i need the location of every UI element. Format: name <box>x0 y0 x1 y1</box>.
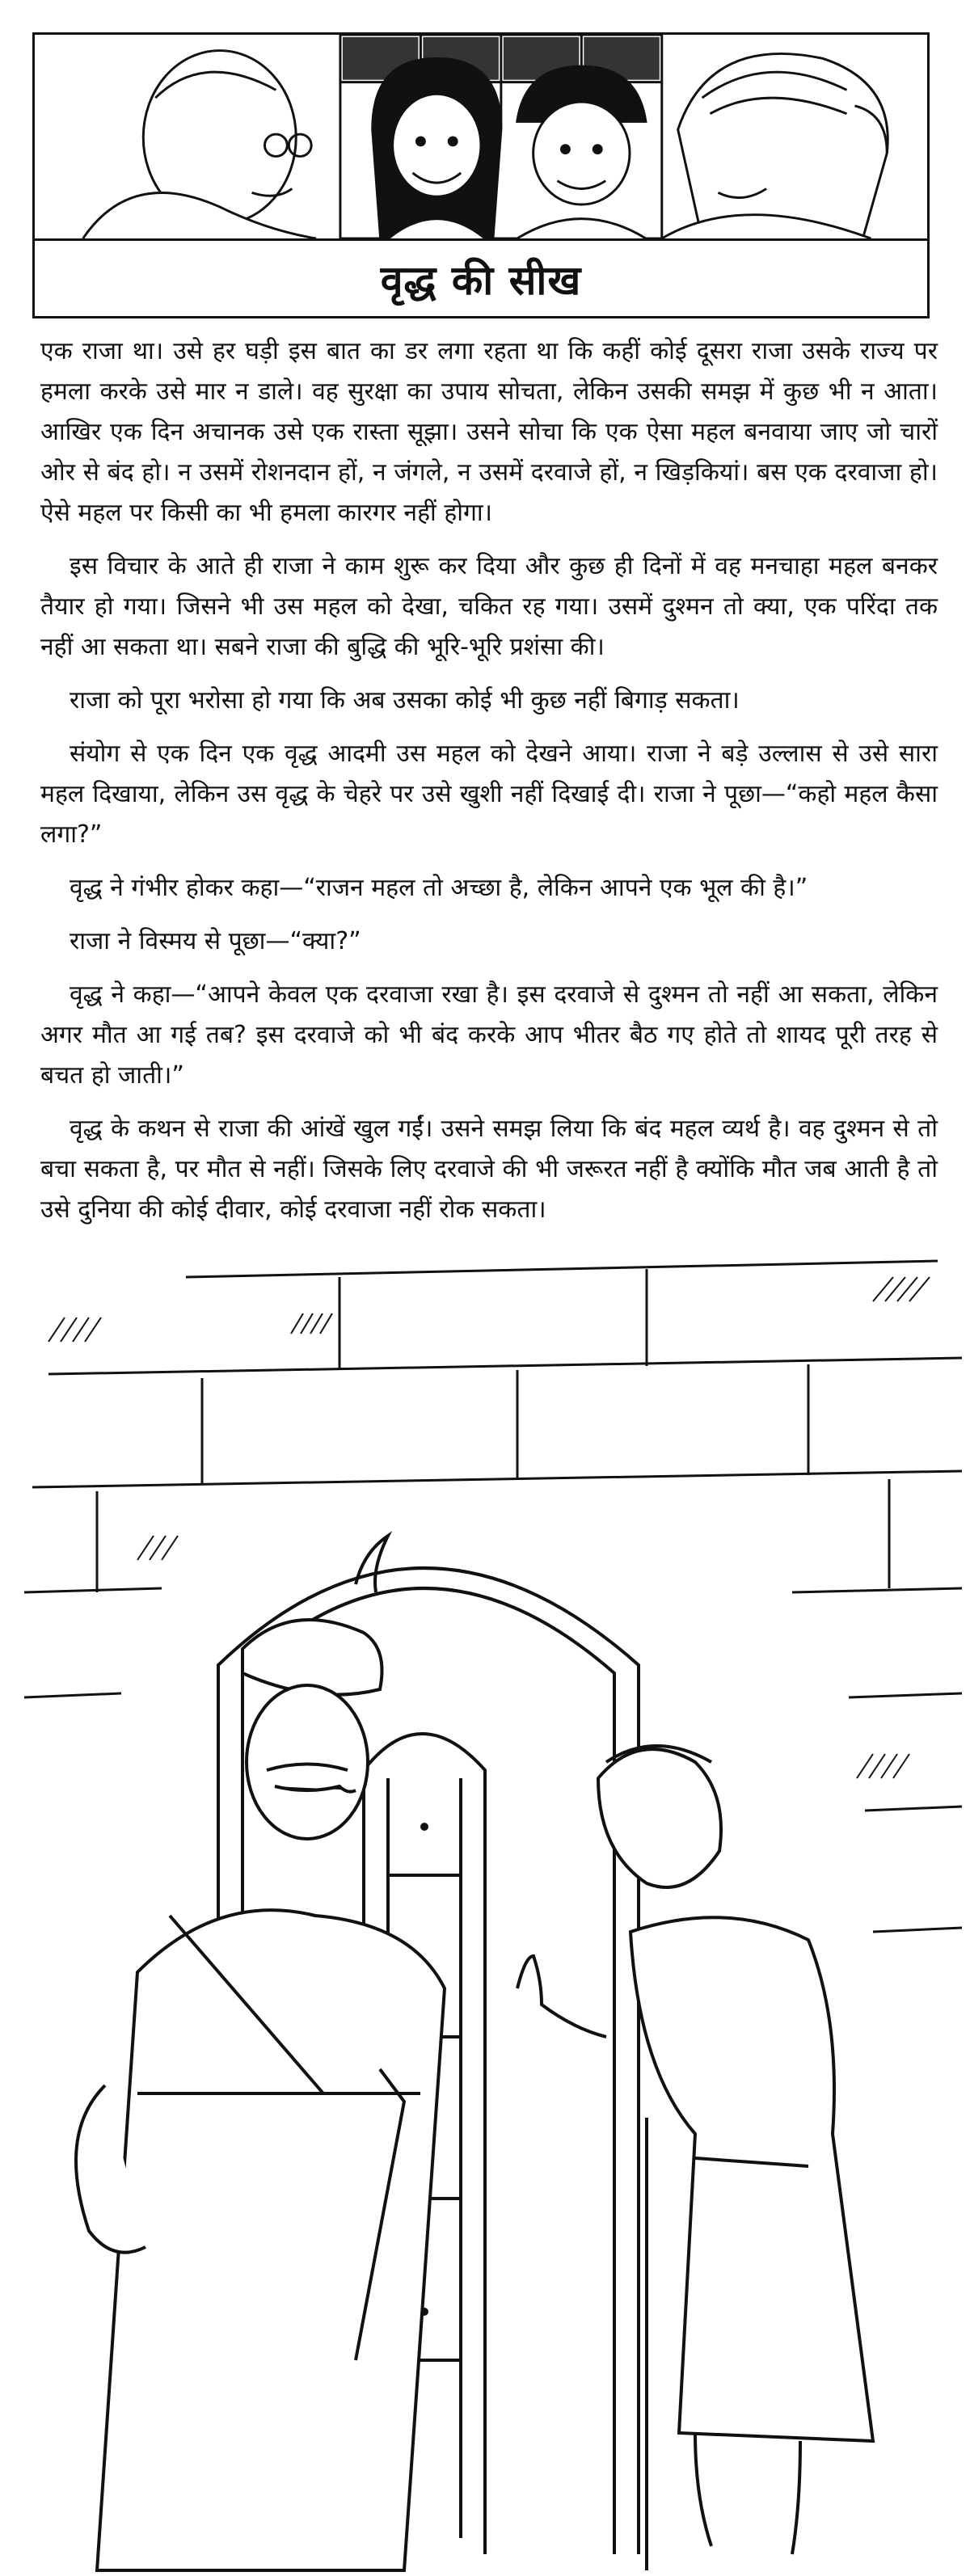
story-paragraph: वृद्ध ने गंभीर होकर कहा—“राजन महल तो अच्छा है, लेकिन आपने एक भूल की है।” <box>70 874 808 902</box>
story-paragraph: राजा ने विस्मय से पूछा—“क्या?” <box>70 927 361 955</box>
story-title: वृद्ध की सीख <box>380 256 582 304</box>
story-paragraph: इस विचार के आते ही राजा ने काम शुरू कर दिया और कुछ ही दिनों में वह मनचाहा महल बनकर तैयार हो गया। जिसने भी उस महल को देखा, चकित रह गया। उसमें दुश्मन तो क्या, एक परिंदा तक नहीं आ सकता था। सबने राजा की बुद्धि की भूरि-भूरि प्रशंसा की। <box>40 552 938 661</box>
story-body <box>40 331 938 1243</box>
story-paragraph: वृद्ध ने कहा—“आपने केवल एक दरवाजा रखा है। इस दरवाजे से दुश्मन तो नहीं आ सकता, लेकिन अगर मौत आ गई तब? इस दरवाजे को भी बंद करके आप भीतर बैठ गए होते तो शायद पूरी तरह से बचत हो जाती।” <box>40 980 938 1090</box>
story-paragraph: वृद्ध के कथन से राजा की आंखें खुल गईं। उसने समझ लिया कि बंद महल व्यर्थ है। वह दुश्मन से तो बचा सकता है, पर मौत से नहीं। जिसके लिए दरवाजे की भी जरूरत नहीं है क्योंकि मौत जब आती है तो उसे दुनिया की कोई दीवार, कोई दरवाजा नहीं रोक सकता। <box>40 1115 938 1224</box>
story-paragraph: एक राजा था। उसे हर घड़ी इस बात का डर लगा रहता था कि कहीं कोई दूसरा राजा उसके राज्य पर हमला करके उसे मार न डाले। वह सुरक्षा का उपाय सोचता, लेकिन उसकी समझ में कुछ भी न आता। आखिर एक दिन अचानक उसे एक रास्ता सूझा। उसने सोचा कि एक ऐसा महल बनवाया जाए जो चारों ओर से बंद हो। न उसमें रोशनदान हों, न जंगले, न उसमें दरवाजे हों, न खिड़कियां। बस एक दरवाजा हो। ऐसे महल पर किसी का भी हमला कारगर नहीं होगा। <box>40 337 938 527</box>
boy-figure <box>517 66 646 238</box>
king-and-old-man-illustration <box>0 1245 970 2576</box>
header-illustration <box>32 32 930 241</box>
story-paragraph: राजा को पूरा भरोसा हो गया कि अब उसका कोई भी कुछ नहीं बिगाड़ सकता। <box>70 686 740 715</box>
story-paragraph: संयोग से एक दिन एक वृद्ध आदमी उस महल को देखने आया। राजा ने बड़े उल्लास से उसे सारा महल दिखाया, लेकिन उस वृद्ध के चेहरे पर उसे खुशी नहीं दिखाई दी। राजा ने पूछा—“कहो महल कैसा लगा?” <box>40 740 938 849</box>
old-woman-figure <box>662 53 888 238</box>
old-man-figure <box>83 51 316 238</box>
title-box <box>32 241 930 318</box>
girl-figure <box>373 58 501 238</box>
